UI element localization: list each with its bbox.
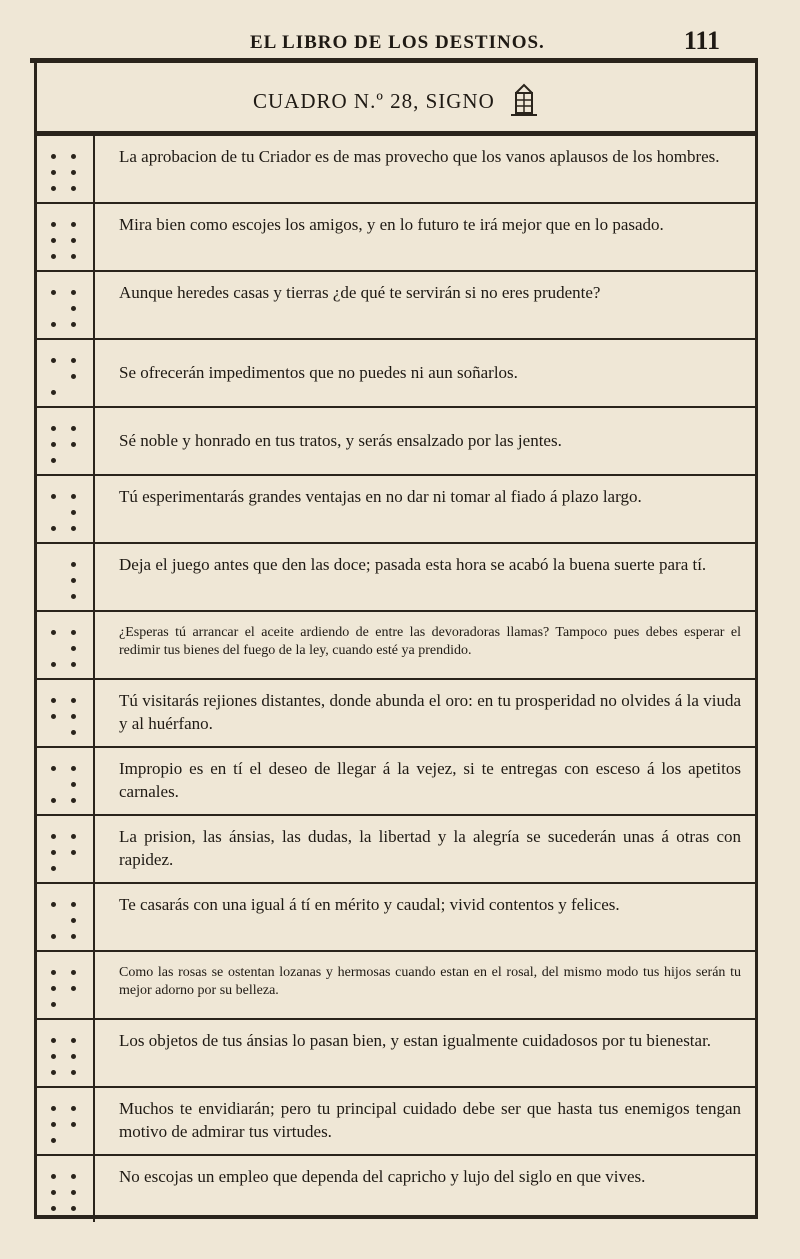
oracle-text: Te casarás con una igual á tí en mérito y caudal; vivid contentos y felices. (119, 895, 620, 914)
dot-icon (71, 834, 76, 839)
oracle-text: Aunque heredes casas y tierras ¿de qué te servirán si no eres prudente? (119, 283, 601, 302)
dot-icon (51, 866, 56, 871)
dot-icon (51, 662, 56, 667)
dot-pattern-cell (37, 476, 95, 542)
dot-icon (71, 1174, 76, 1179)
dot-pattern-cell (37, 408, 95, 474)
oracle-text: Deja el juego antes que den las doce; pasada esta hora se acabó la buena suerte para tí. (119, 555, 707, 574)
caption-label: CUADRO N.º 28, SIGNO (252, 88, 495, 113)
dot-pattern-cell (37, 340, 95, 406)
dot-pattern-cell (37, 612, 95, 678)
oracle-text: Tú esperimentarás grandes ventajas en no dar ni tomar al fiado á plazo largo. (119, 487, 642, 506)
oracle-text: Tú visitarás rejiones distantes, donde abunda el oro: en tu prosperidad no olvides á la viuda y al huérfano. (119, 691, 741, 733)
dot-pattern-cell (37, 204, 95, 270)
dot-icon (71, 442, 76, 447)
dot-icon (51, 1038, 56, 1043)
dot-icon (51, 1190, 56, 1195)
dot-icon (71, 290, 76, 295)
dot-pattern-cell (37, 1156, 95, 1222)
dot-icon (71, 798, 76, 803)
oracle-table (34, 63, 758, 1219)
dot-icon (71, 494, 76, 499)
dot-icon (51, 630, 56, 635)
oracle-text: No escojas un empleo que dependa del capricho y lujo del siglo en que vives. (119, 1167, 646, 1186)
dot-icon (51, 494, 56, 499)
dot-icon (51, 222, 56, 227)
oracle-text: Mira bien como escojes los amigos, y en lo futuro te irá mejor que en lo pasado. (119, 215, 664, 234)
dot-icon (71, 578, 76, 583)
dot-icon (51, 186, 56, 191)
dot-icon (51, 254, 56, 259)
dot-icon (71, 426, 76, 431)
dot-pattern-cell (37, 1088, 95, 1154)
oracle-text: La aprobacion de tu Criador es de mas provecho que los vanos aplausos de los hombres. (119, 147, 720, 166)
dot-icon (71, 526, 76, 531)
dot-icon (51, 1002, 56, 1007)
dot-icon (71, 630, 76, 635)
oracle-text: Sé noble y honrado en tus tratos, y serás ensalzado por las jentes. (119, 431, 562, 450)
dot-icon (51, 238, 56, 243)
oracle-text: Como las rosas se ostentan lozanas y hermosas cuando estan en el rosal, del mismo modo tus hijos serán tu mejor adorno por su belleza. (119, 965, 741, 998)
dot-pattern-cell (37, 816, 95, 882)
table-row (37, 748, 755, 816)
oracle-text: La prision, las ánsias, las dudas, la libertad y la alegría se sucederán unas á otras con rapidez. (119, 827, 741, 869)
dot-icon (71, 238, 76, 243)
table-row (37, 1020, 755, 1088)
oracle-text: Los objetos de tus ánsias lo pasan bien, y estan igualmente cuidadosos por tu bienestar. (119, 1031, 712, 1050)
oracle-text: Se ofrecerán impedimentos que no puedes ni aun soñarlos. (119, 363, 518, 382)
dot-pattern-cell (37, 680, 95, 746)
dot-icon (51, 970, 56, 975)
dot-pattern-cell (37, 884, 95, 950)
dot-icon (51, 1070, 56, 1075)
table-row (37, 544, 755, 612)
dot-icon (51, 290, 56, 295)
dot-icon (71, 322, 76, 327)
dot-icon (51, 1138, 56, 1143)
dot-icon (71, 1190, 76, 1195)
dot-icon (71, 154, 76, 159)
running-title: EL LIBRO DE LOS DESTINOS. (250, 32, 545, 53)
dot-icon (71, 714, 76, 719)
dot-pattern-cell (37, 952, 95, 1018)
dot-icon (51, 1122, 56, 1127)
table-caption (37, 83, 755, 123)
dot-icon (71, 766, 76, 771)
dot-icon (71, 1106, 76, 1111)
table-row (37, 272, 755, 340)
dot-icon (71, 170, 76, 175)
table-row (37, 884, 755, 952)
dot-icon (51, 934, 56, 939)
oracle-text: Impropio es en tí el deseo de llegar á la vejez, si te entregas con esceso á los apetitos carnales. (119, 759, 741, 801)
dot-icon (71, 730, 76, 735)
dot-icon (71, 358, 76, 363)
dot-icon (71, 782, 76, 787)
dot-icon (71, 1070, 76, 1075)
dot-icon (71, 306, 76, 311)
dot-pattern-cell (37, 544, 95, 610)
table-row (37, 1156, 755, 1222)
dot-icon (71, 934, 76, 939)
table-row (37, 680, 755, 748)
dot-icon (71, 510, 76, 515)
table-row (37, 136, 755, 204)
dot-pattern-cell (37, 136, 95, 202)
dot-icon (71, 562, 76, 567)
dot-icon (51, 1174, 56, 1179)
dot-icon (51, 986, 56, 991)
entry-list (37, 136, 755, 1222)
dot-pattern-cell (37, 1020, 95, 1086)
dot-icon (51, 698, 56, 703)
dot-icon (51, 902, 56, 907)
dot-icon (71, 1038, 76, 1043)
dot-icon (51, 390, 56, 395)
dot-icon (51, 442, 56, 447)
dot-icon (51, 766, 56, 771)
table-row (37, 340, 755, 408)
table-row (37, 816, 755, 884)
dot-icon (51, 426, 56, 431)
dot-icon (71, 254, 76, 259)
dot-icon (71, 970, 76, 975)
dot-icon (71, 594, 76, 599)
page-number: 111 (683, 26, 720, 55)
dot-icon (51, 798, 56, 803)
dot-icon (51, 834, 56, 839)
dot-icon (51, 1106, 56, 1111)
dot-icon (71, 186, 76, 191)
dot-icon (51, 322, 56, 327)
dot-icon (71, 850, 76, 855)
dot-pattern-cell (37, 272, 95, 338)
dot-icon (71, 986, 76, 991)
dot-icon (71, 1122, 76, 1127)
dot-icon (71, 1054, 76, 1059)
table-row (37, 952, 755, 1020)
table-row (37, 408, 755, 476)
dot-icon (51, 170, 56, 175)
oracle-text: ¿Esperas tú arrancar el aceite ardiendo de entre las devoradoras llamas? Tampoco pues debes esperar el redimir tus bienes del fuego de la ley, cuando esté ya prendido. (119, 625, 741, 658)
running-head (190, 22, 750, 56)
sign-glyph-icon (509, 83, 539, 123)
dot-icon (51, 154, 56, 159)
dot-icon (51, 714, 56, 719)
dot-icon (71, 646, 76, 651)
dot-icon (71, 698, 76, 703)
dot-icon (51, 526, 56, 531)
oracle-text: Muchos te envidiarán; pero tu principal cuidado debe ser que hasta tus enemigos tengan motivo de admirar tus virtudes. (119, 1099, 741, 1141)
dot-pattern-cell (37, 748, 95, 814)
dot-icon (71, 374, 76, 379)
table-row (37, 1088, 755, 1156)
dot-icon (51, 1054, 56, 1059)
table-row (37, 476, 755, 544)
dot-icon (71, 902, 76, 907)
table-row (37, 612, 755, 680)
dot-icon (51, 458, 56, 463)
dot-icon (71, 222, 76, 227)
dot-icon (51, 1206, 56, 1211)
dot-icon (71, 918, 76, 923)
dot-icon (51, 850, 56, 855)
table-row (37, 204, 755, 272)
dot-icon (71, 662, 76, 667)
dot-icon (51, 358, 56, 363)
dot-icon (71, 1206, 76, 1211)
